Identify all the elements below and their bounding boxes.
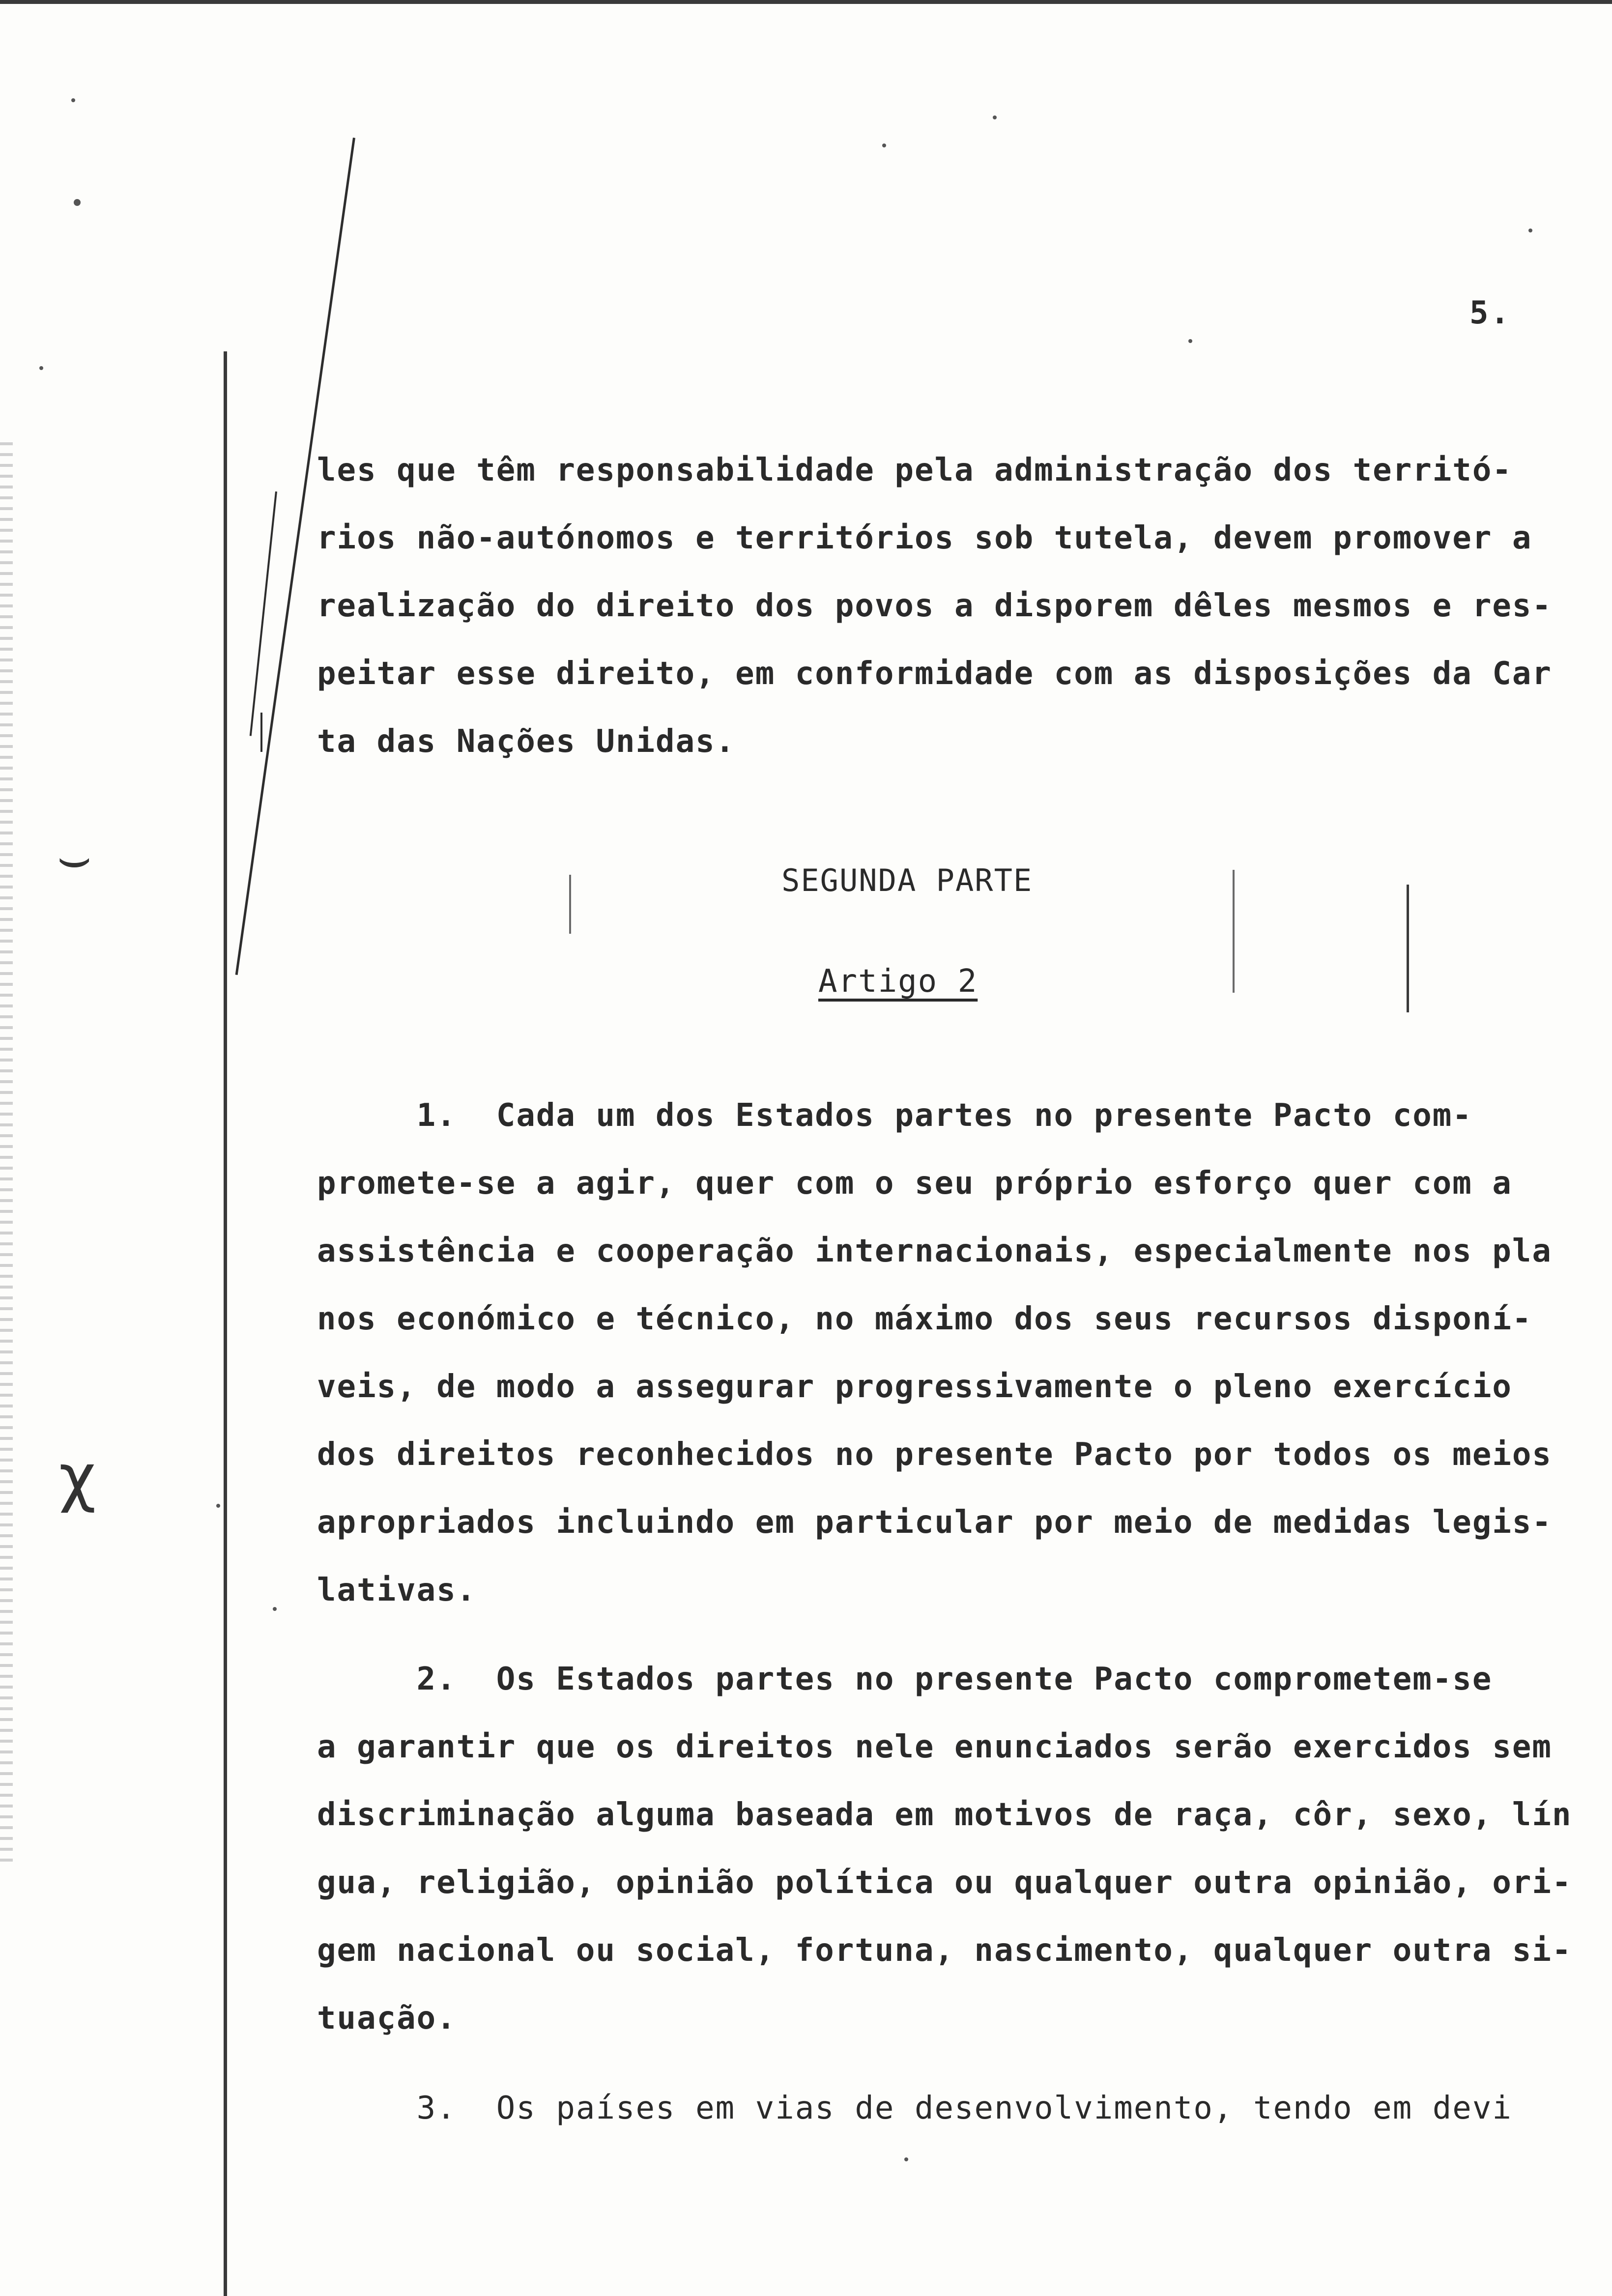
mark-bar-mid bbox=[569, 875, 571, 934]
page-number: 5. bbox=[1469, 295, 1512, 331]
scan-top-edge bbox=[0, 0, 1612, 4]
speck bbox=[904, 2157, 908, 2161]
speck bbox=[1188, 339, 1192, 343]
mark-bar-right-a bbox=[1233, 870, 1235, 993]
speck bbox=[216, 1504, 220, 1508]
text-line: ta das Nações Unidas. bbox=[317, 723, 736, 760]
speck bbox=[273, 1607, 277, 1611]
pen-stroke-short bbox=[250, 491, 277, 736]
text-line-faded: 3. Os países em vias de desenvolvimento, tendo em devi bbox=[317, 2090, 1512, 2126]
text-line: gem nacional ou social, fortuna, nascimento, qualquer outra si- bbox=[317, 1932, 1572, 1969]
text-line: gua, religião, opinião política ou qualquer outra opinião, ori- bbox=[317, 1865, 1572, 1901]
margin-mark-x: χ bbox=[59, 1440, 96, 1515]
speck bbox=[993, 115, 997, 119]
text-line: 2. Os Estados partes no presente Pacto comprometem-se bbox=[317, 1661, 1493, 1697]
text-line: tuação. bbox=[317, 2000, 457, 2037]
text-line: dos direitos reconhecidos no presente Pacto por todos os meios bbox=[317, 1436, 1552, 1473]
text-line: promete-se a agir, quer com o seu próprio esforço quer com a bbox=[317, 1165, 1512, 1202]
text-line: peitar esse direito, em conformidade com as disposições da Car bbox=[317, 656, 1552, 692]
text-line: realização do direito dos povos a disporem dêles mesmos e res- bbox=[317, 588, 1552, 624]
text-line: lativas. bbox=[317, 1572, 477, 1608]
speck bbox=[74, 199, 81, 206]
pen-stroke-mark bbox=[260, 713, 262, 752]
article-title: Artigo 2 bbox=[818, 963, 978, 1000]
margin-rule bbox=[224, 351, 227, 2296]
speck bbox=[39, 366, 43, 370]
speck bbox=[1528, 229, 1532, 232]
margin-mark-curve: ⌣ bbox=[57, 826, 92, 889]
text-line: discriminação alguma baseada em motivos de raça, côr, sexo, lín bbox=[317, 1797, 1572, 1833]
part-title: SEGUNDA PARTE bbox=[781, 862, 1033, 898]
mark-bar-right-b bbox=[1407, 885, 1409, 1012]
text-line: assistência e cooperação internacionais, especialmente nos pla bbox=[317, 1233, 1552, 1269]
binding-strip bbox=[0, 442, 13, 1867]
text-line: 1. Cada um dos Estados partes no presente Pacto com- bbox=[317, 1097, 1472, 1134]
text-line: apropriados incluindo em particular por meio de medidas legis- bbox=[317, 1504, 1552, 1541]
text-line: rios não-autónomos e territórios sob tutela, devem promover a bbox=[317, 520, 1532, 556]
speck bbox=[882, 144, 886, 147]
text-line: a garantir que os direitos nele enunciados serão exercidos sem bbox=[317, 1729, 1552, 1765]
speck bbox=[71, 98, 75, 102]
text-line: veis, de modo a assegurar progressivamente o pleno exercício bbox=[317, 1369, 1512, 1405]
text-line: nos económico e técnico, no máximo dos seus recursos disponí- bbox=[317, 1301, 1532, 1337]
text-line: les que têm responsabilidade pela administração dos territó- bbox=[317, 452, 1512, 488]
